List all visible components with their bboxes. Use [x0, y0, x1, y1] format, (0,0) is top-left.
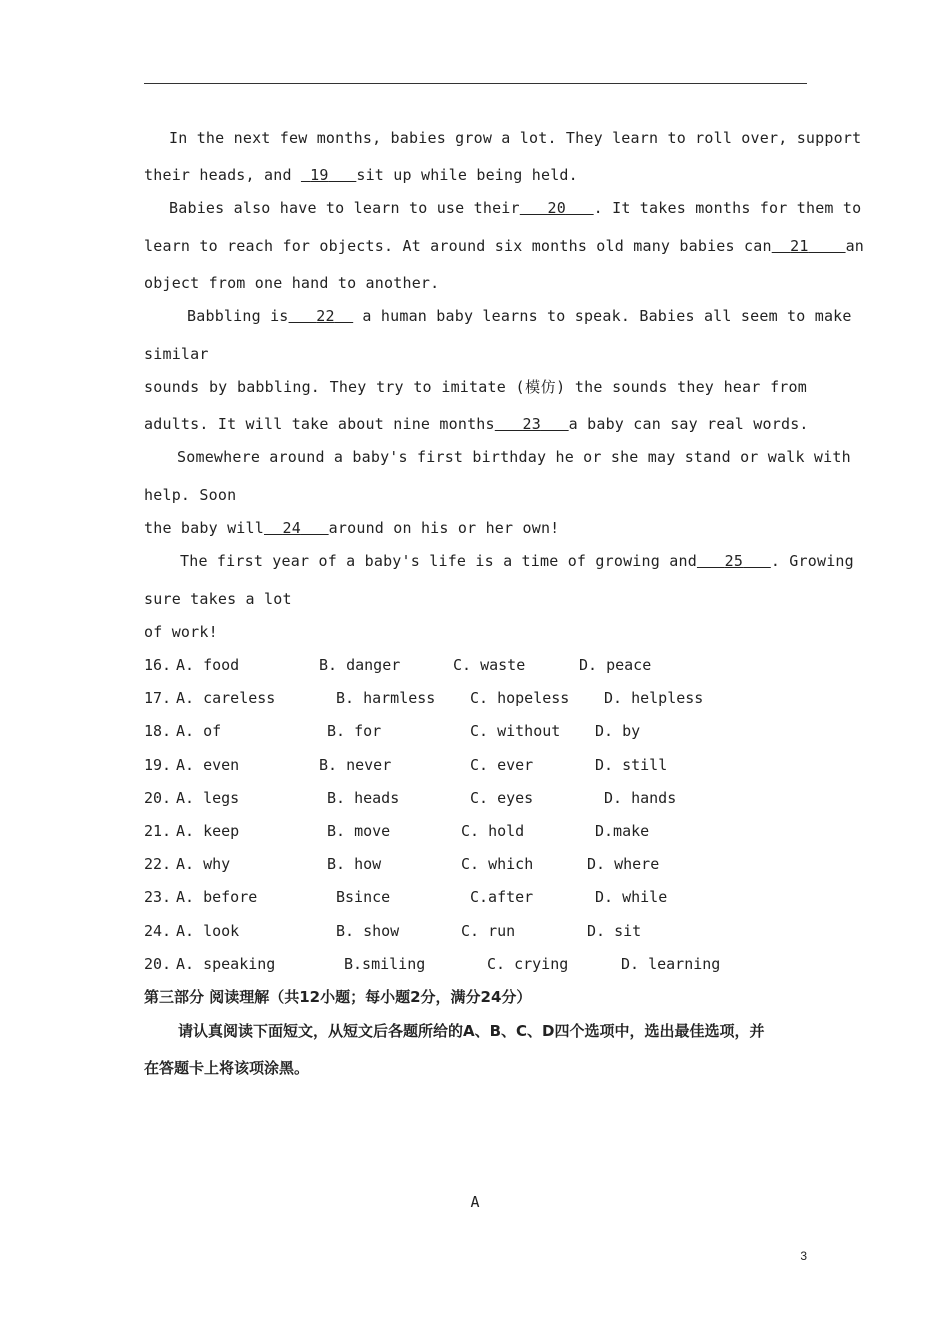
- passage-label: A: [470, 1193, 480, 1211]
- question-number: 24.: [144, 922, 172, 940]
- option-b: B. never: [319, 756, 392, 774]
- passage-line: help. Soon: [144, 486, 237, 504]
- passage-line: adults. It will take about nine months 23 a baby can say real words.: [144, 415, 809, 433]
- option-a: A. legs: [176, 789, 240, 807]
- question-number: 20.: [144, 789, 172, 807]
- blank-23: 23: [522, 415, 541, 433]
- option-d: D. while: [595, 888, 668, 906]
- option-c: C. hopeless: [470, 689, 570, 707]
- passage-line: Babbling is 22 a human baby learns to speak. Babies all seem to make: [187, 307, 852, 325]
- option-a: A. keep: [176, 822, 240, 840]
- blank-22: 22: [316, 307, 335, 325]
- option-a: A. even: [176, 756, 240, 774]
- option-d: D. peace: [579, 656, 652, 674]
- option-a: A. food: [176, 656, 240, 674]
- option-c: C. crying: [487, 955, 569, 973]
- option-b: B. danger: [319, 656, 401, 674]
- option-b: B. harmless: [336, 689, 436, 707]
- page-number: 3: [800, 1249, 807, 1263]
- blank-25: 25: [724, 552, 744, 570]
- option-a: A. careless: [176, 689, 276, 707]
- option-d: D. helpless: [604, 689, 704, 707]
- option-b: B. for: [327, 722, 382, 740]
- section-heading: 第三部分 阅读理解（共12小题；每小题2分，满分24分）: [144, 988, 532, 1006]
- option-c: C. ever: [470, 756, 534, 774]
- question-number: 18.: [144, 722, 172, 740]
- question-number: 20.: [144, 955, 172, 973]
- option-c: C. without: [470, 722, 561, 740]
- option-c: C. hold: [461, 822, 525, 840]
- blank-19: 19: [310, 166, 329, 184]
- passage-line: sounds by babbling. They try to imitate (模仿) the sounds they hear from: [144, 378, 807, 396]
- option-b: B. heads: [327, 789, 400, 807]
- option-d: D. sit: [587, 922, 642, 940]
- passage-line: learn to reach for objects. At around six months old many babies can 21 an: [144, 237, 865, 255]
- option-a: A. speaking: [176, 955, 276, 973]
- question-number: 17.: [144, 689, 172, 707]
- passage-line: object from one hand to another.: [144, 274, 440, 292]
- passage-line: sure takes a lot: [144, 590, 292, 608]
- option-d: D. still: [595, 756, 668, 774]
- question-number: 23.: [144, 888, 172, 906]
- option-d: D. learning: [621, 955, 721, 973]
- option-d: D. where: [587, 855, 660, 873]
- option-b: B. how: [327, 855, 382, 873]
- option-a: A. before: [176, 888, 258, 906]
- passage-line: the baby will 24 around on his or her own!: [144, 519, 560, 537]
- blank-20: 20: [547, 199, 566, 217]
- option-b: B. show: [336, 922, 400, 940]
- option-b: B.smiling: [344, 955, 426, 973]
- blank-21: 21: [790, 237, 809, 255]
- passage-line: In the next few months, babies grow a lot. They learn to roll over, support: [169, 129, 862, 147]
- option-c: C. run: [461, 922, 516, 940]
- question-number: 16.: [144, 656, 172, 674]
- passage-line: similar: [144, 345, 209, 363]
- blank-24: 24: [282, 519, 301, 537]
- option-b: Bsince: [336, 888, 391, 906]
- option-c: C. which: [461, 855, 534, 873]
- section-instruction: 请认真阅读下面短文，从短文后各题所给的A、B、C、D四个选项中，选出最佳选项，并: [178, 1022, 765, 1040]
- passage-line: their heads, and 19 sit up while being held.: [144, 166, 578, 184]
- option-b: B. move: [327, 822, 391, 840]
- question-number: 22.: [144, 855, 172, 873]
- option-a: A. of: [176, 722, 222, 740]
- option-c: C. eyes: [470, 789, 534, 807]
- passage-line: of work!: [144, 623, 218, 641]
- section-instruction: 在答题卡上将该项涂黑。: [144, 1059, 310, 1077]
- passage-line: The first year of a baby's life is a time of growing and 25 . Growing: [180, 552, 854, 570]
- option-a: A. look: [176, 922, 240, 940]
- header-rule: [144, 83, 807, 84]
- option-d: D. by: [595, 722, 641, 740]
- passage-line: Babies also have to learn to use their 20 . It takes months for them to: [169, 199, 862, 217]
- question-number: 21.: [144, 822, 172, 840]
- option-d: D. hands: [604, 789, 677, 807]
- question-number: 19.: [144, 756, 172, 774]
- option-d: D.make: [595, 822, 650, 840]
- option-c: C. waste: [453, 656, 526, 674]
- passage-line: Somewhere around a baby's first birthday he or she may stand or walk with: [177, 448, 851, 466]
- option-c: C.after: [470, 888, 534, 906]
- option-a: A. why: [176, 855, 231, 873]
